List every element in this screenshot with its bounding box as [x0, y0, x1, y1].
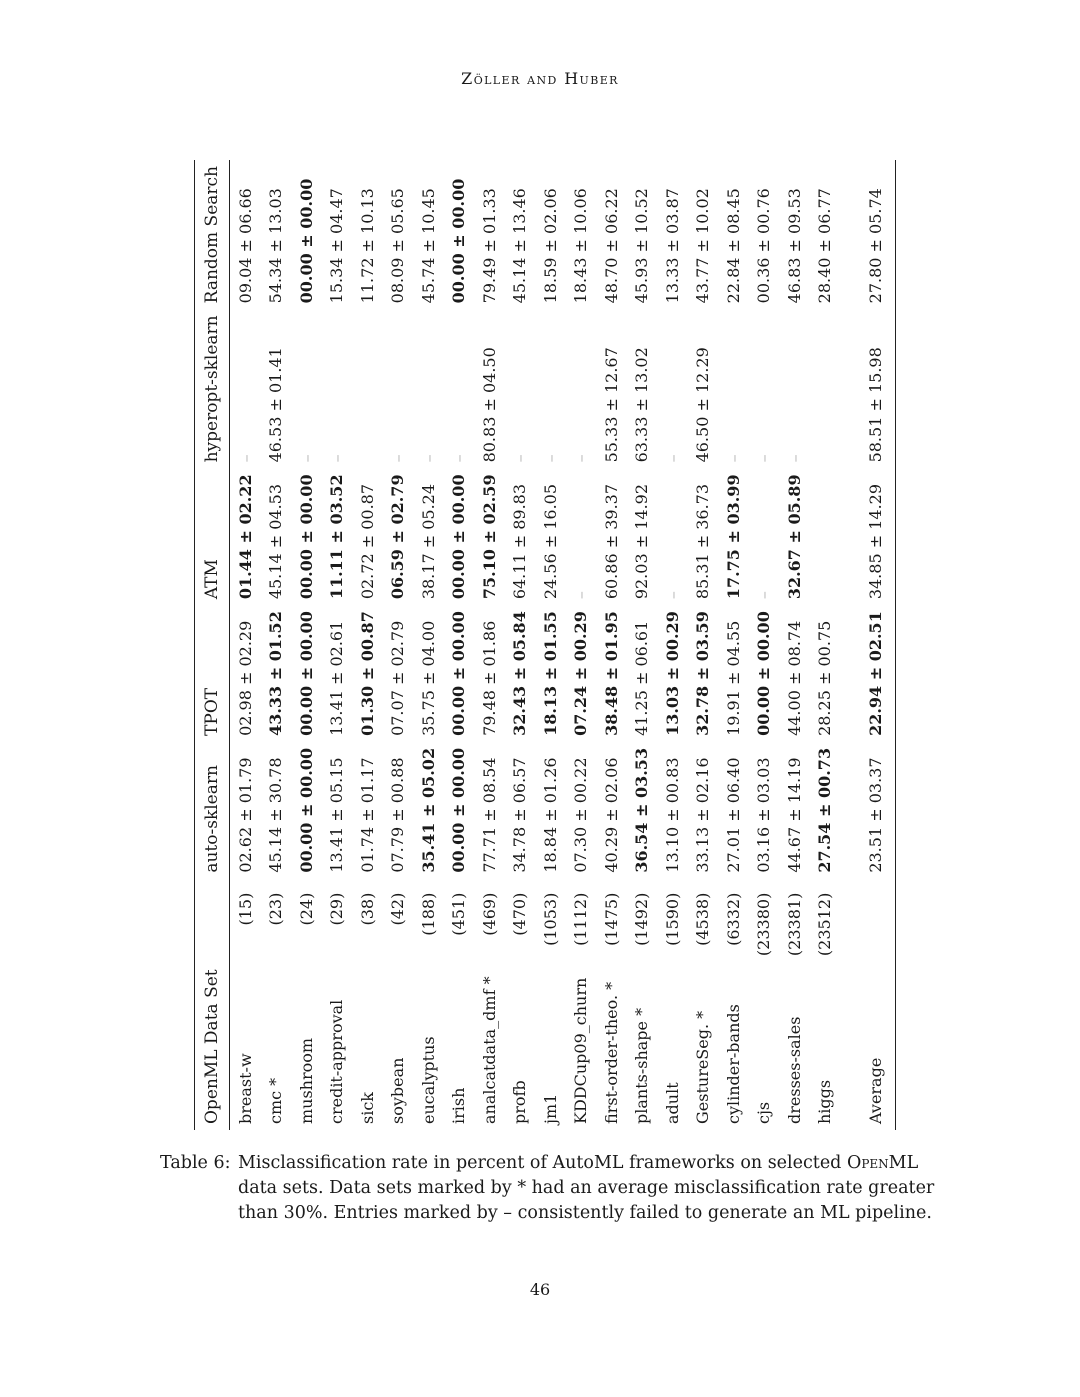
- cell-atm: 64.11 ± 89.83: [510, 483, 530, 600]
- cell-auto-sklearn: 13.41 ± 05.15: [327, 757, 347, 873]
- cell-atm: 92.03 ± 14.92: [632, 483, 652, 600]
- cell-tpot: 00.00 ± 00.00: [449, 611, 469, 736]
- dataset-id: (1053): [540, 892, 560, 946]
- cell-auto-sklearn: 13.10 ± 00.83: [662, 757, 682, 873]
- cell-tpot: 32.78 ± 03.59: [693, 611, 713, 736]
- dataset-id: (470): [510, 892, 530, 936]
- cell-atm: –: [754, 591, 774, 600]
- cell-hyperopt-sklearn: 80.83 ± 04.50: [479, 347, 499, 463]
- dataset-id: (23512): [815, 892, 835, 957]
- cell-hyperopt-sklearn: –: [235, 454, 255, 463]
- cell-atm: 60.86 ± 39.37: [601, 483, 621, 600]
- dataset-name: first-order-theo. *: [601, 981, 621, 1124]
- column-header-atm: ATM: [195, 468, 230, 605]
- cell-random-search: 15.34 ± 04.47: [327, 188, 347, 304]
- cell-random-search: 13.33 ± 03.87: [662, 188, 682, 304]
- dataset-name: breast-w: [235, 1053, 255, 1124]
- cell-atm: 00.00 ± 00.00: [296, 474, 316, 600]
- dataset-name: eucalyptus: [418, 1036, 438, 1124]
- cell-random-search: 46.83 ± 09.53: [784, 188, 804, 304]
- dataset-id: (6332): [723, 892, 743, 946]
- dataset-id: (24): [296, 892, 316, 926]
- dataset-id: (451): [449, 892, 469, 936]
- cell-random-search: 18.43 ± 10.06: [571, 188, 591, 304]
- cell-atm: 06.59 ± 02.79: [388, 474, 408, 600]
- cell-auto-sklearn: 44.67 ± 14.19: [784, 757, 804, 873]
- results-table-wrapper: [194, 160, 894, 1130]
- cell-hyperopt-sklearn: 46.53 ± 01.41: [266, 347, 286, 463]
- cell-atm: 38.17 ± 05.24: [418, 483, 438, 600]
- cell-random-search: 11.72 ± 10.13: [357, 188, 377, 304]
- cell-hyperopt-sklearn: [352, 309, 383, 468]
- cell-atm: 75.10 ± 02.59: [479, 474, 499, 600]
- dataset-id: (4538): [693, 892, 713, 946]
- caption-text-part-2: data sets. Data sets marked by * had an average misclassification rate greater than 30%. Entries marked by – consistently failed to generate an ML pipeline.: [238, 1178, 935, 1223]
- cell-auto-sklearn: 33.13 ± 02.16: [693, 757, 713, 873]
- dataset-name: jm1: [540, 1093, 560, 1124]
- cell-tpot: 00.00 ± 00.00: [754, 611, 774, 736]
- cell-tpot: 28.25 ± 00.75: [815, 620, 835, 736]
- dataset-name: KDDCup09_churn: [571, 977, 591, 1124]
- cell-random-search: 54.34 ± 13.03: [266, 188, 286, 304]
- cell-random-search: 79.49 ± 01.33: [479, 188, 499, 304]
- cell-atm: 01.44 ± 02.22: [235, 474, 255, 600]
- dataset-name: Average: [840, 962, 895, 1130]
- cell-auto-sklearn: 07.79 ± 00.88: [388, 757, 408, 873]
- dataset-id: (15): [235, 892, 255, 926]
- table-row: [291, 160, 322, 1130]
- cell-hyperopt-sklearn: –: [510, 454, 530, 463]
- cell-tpot: 43.33 ± 01.52: [266, 611, 286, 736]
- cell-random-search: 00.00 ± 00.00: [449, 178, 469, 304]
- cell-auto-sklearn: 27.54 ± 00.73: [815, 747, 835, 873]
- cell-tpot: 79.48 ± 01.86: [479, 620, 499, 736]
- cell-tpot: 07.24 ± 00.29: [571, 611, 591, 736]
- cell-hyperopt-sklearn: 55.33 ± 12.67: [601, 347, 621, 463]
- dataset-id: (1112): [571, 892, 591, 946]
- cell-tpot: 18.13 ± 01.55: [540, 611, 560, 736]
- cell-tpot: 01.30 ± 00.87: [357, 611, 377, 736]
- cell-atm: 85.31 ± 36.73: [693, 483, 713, 600]
- dataset-name: sick: [357, 1092, 377, 1124]
- cell-atm: 45.14 ± 04.53: [266, 483, 286, 600]
- cell-tpot: 32.43 ± 05.84: [510, 611, 530, 736]
- dataset-name: dresses-sales: [784, 1016, 804, 1124]
- caption-label: Table 6:: [160, 1153, 231, 1173]
- table-row: [566, 160, 597, 1130]
- cell-tpot: 13.03 ± 00.29: [662, 611, 682, 736]
- dataset-name: cylinder-bands: [723, 1004, 743, 1124]
- dataset-id: (1475): [601, 892, 621, 946]
- column-header-tpot: TPOT: [195, 605, 230, 742]
- cell-random-search: 08.09 ± 05.65: [388, 188, 408, 304]
- cell-atm: 11.11 ± 03.52: [327, 474, 347, 600]
- caption-openml: OpenML: [846, 1153, 919, 1173]
- table-row: [596, 160, 627, 1130]
- cell-atm: 17.75 ± 03.99: [723, 474, 743, 600]
- table-body: [230, 160, 896, 1130]
- cell-hyperopt-sklearn: [810, 309, 841, 468]
- page-number: 46: [529, 1280, 551, 1299]
- table-row: [749, 160, 780, 1130]
- cell-auto-sklearn: 01.74 ± 01.17: [357, 757, 377, 873]
- table-row: [535, 160, 566, 1130]
- cell-hyperopt-sklearn: –: [296, 454, 316, 463]
- dataset-id: [840, 879, 895, 962]
- dataset-id: (23): [266, 892, 286, 926]
- caption-text-part-1: Misclassification rate in percent of AutoML frameworks on selected: [238, 1153, 842, 1173]
- cell-auto-sklearn: 35.41 ± 05.02: [418, 747, 438, 873]
- cell-random-search: 22.84 ± 08.45: [723, 188, 743, 304]
- cell-atm: –: [571, 591, 591, 600]
- dataset-name: cmc *: [266, 1077, 286, 1124]
- results-table: [194, 160, 896, 1130]
- cell-random-search: 18.59 ± 02.06: [540, 188, 560, 304]
- table-row: [474, 160, 505, 1130]
- cell-auto-sklearn: 34.78 ± 06.57: [510, 757, 530, 873]
- dataset-id: (23380): [754, 892, 774, 957]
- cell-random-search: 45.14 ± 13.46: [510, 188, 530, 304]
- cell-tpot: 44.00 ± 08.74: [784, 620, 804, 736]
- column-header-dataset: OpenML Data Set: [195, 879, 230, 1130]
- cell-auto-sklearn: 40.29 ± 02.06: [601, 757, 621, 873]
- column-header-hyperopt-sklearn: hyperopt-sklearn: [195, 309, 230, 468]
- cell-auto-sklearn: 36.54 ± 03.53: [632, 747, 652, 873]
- cell-auto-sklearn: 45.14 ± 30.78: [266, 757, 286, 873]
- dataset-name: cjs: [754, 1101, 774, 1124]
- table-row: [657, 160, 688, 1130]
- cell-auto-sklearn: 27.01 ± 06.40: [723, 757, 743, 873]
- cell-hyperopt-sklearn: 58.51 ± 15.98: [840, 309, 895, 468]
- cell-random-search: 09.04 ± 06.66: [235, 188, 255, 304]
- running-head: Zöller and Huber: [461, 69, 619, 88]
- dataset-id: (29): [327, 892, 347, 926]
- table-row: [261, 160, 292, 1130]
- dataset-id: (42): [388, 892, 408, 926]
- cell-tpot: 02.98 ± 02.29: [235, 620, 255, 736]
- cell-random-search: 45.74 ± 10.45: [418, 188, 438, 304]
- dataset-id: (23381): [784, 892, 804, 957]
- dataset-name: soybean: [388, 1057, 408, 1124]
- cell-tpot: 13.41 ± 02.61: [327, 620, 347, 736]
- cell-hyperopt-sklearn: 46.50 ± 12.29: [693, 347, 713, 463]
- cell-atm: –: [662, 591, 682, 600]
- cell-auto-sklearn: 00.00 ± 00.00: [296, 747, 316, 873]
- cell-hyperopt-sklearn: –: [327, 454, 347, 463]
- table-row: [779, 160, 810, 1130]
- table-header-row: [195, 160, 230, 1130]
- table-caption: [160, 1151, 940, 1226]
- cell-random-search: 43.77 ± 10.02: [693, 188, 713, 304]
- cell-auto-sklearn: 00.00 ± 00.00: [449, 747, 469, 873]
- average-row: [840, 160, 895, 1130]
- table-row: [413, 160, 444, 1130]
- cell-hyperopt-sklearn: –: [449, 454, 469, 463]
- cell-atm: [810, 468, 841, 605]
- cell-hyperopt-sklearn: –: [662, 454, 682, 463]
- dataset-id: (1492): [632, 892, 652, 946]
- cell-auto-sklearn: 23.51 ± 03.37: [840, 742, 895, 879]
- cell-atm: 02.72 ± 00.87: [357, 483, 377, 600]
- cell-tpot: 19.91 ± 04.55: [723, 620, 743, 736]
- table-row: [352, 160, 383, 1130]
- cell-hyperopt-sklearn: –: [388, 454, 408, 463]
- cell-random-search: 27.80 ± 05.74: [840, 160, 895, 309]
- dataset-name: analcatdata_dmf *: [479, 976, 499, 1124]
- caption-text: [238, 1151, 940, 1226]
- column-header-auto-sklearn: auto-sklearn: [195, 742, 230, 879]
- cell-hyperopt-sklearn: –: [418, 454, 438, 463]
- cell-auto-sklearn: 07.30 ± 00.22: [571, 757, 591, 873]
- table-row: [718, 160, 749, 1130]
- table-row: [627, 160, 658, 1130]
- table-row: [230, 160, 261, 1130]
- cell-random-search: 00.36 ± 00.76: [754, 188, 774, 304]
- cell-atm: 24.56 ± 16.05: [540, 483, 560, 600]
- table-row: [444, 160, 475, 1130]
- table-row: [688, 160, 719, 1130]
- dataset-id: (1590): [662, 892, 682, 946]
- cell-atm: 32.67 ± 05.89: [784, 474, 804, 600]
- cell-tpot: 41.25 ± 06.61: [632, 620, 652, 736]
- dataset-name: plants-shape *: [632, 1007, 652, 1124]
- cell-atm: 34.85 ± 14.29: [840, 468, 895, 605]
- dataset-name: irish: [449, 1087, 469, 1124]
- cell-auto-sklearn: 02.62 ± 01.79: [235, 757, 255, 873]
- cell-random-search: 00.00 ± 00.00: [296, 178, 316, 304]
- cell-auto-sklearn: 18.84 ± 01.26: [540, 757, 560, 873]
- cell-random-search: 45.93 ± 10.52: [632, 188, 652, 304]
- cell-hyperopt-sklearn: –: [540, 454, 560, 463]
- dataset-id: (38): [357, 892, 377, 926]
- dataset-name: GestureSeg. *: [693, 1010, 713, 1124]
- cell-tpot: 22.94 ± 02.51: [840, 605, 895, 742]
- cell-tpot: 00.00 ± 00.00: [296, 611, 316, 736]
- table-row: [810, 160, 841, 1130]
- cell-random-search: 48.70 ± 06.22: [601, 188, 621, 304]
- dataset-name: mushroom: [296, 1037, 316, 1124]
- cell-auto-sklearn: 03.16 ± 03.03: [754, 757, 774, 873]
- dataset-id: (469): [479, 892, 499, 936]
- dataset-id: (188): [418, 892, 438, 936]
- cell-tpot: 38.48 ± 01.95: [601, 611, 621, 736]
- table-row: [383, 160, 414, 1130]
- table-row: [505, 160, 536, 1130]
- dataset-name: adult: [662, 1082, 682, 1124]
- cell-hyperopt-sklearn: –: [784, 454, 804, 463]
- cell-hyperopt-sklearn: –: [571, 454, 591, 463]
- dataset-name: credit-approval: [327, 999, 347, 1124]
- dataset-name: higgs: [815, 1079, 835, 1124]
- cell-random-search: 28.40 ± 06.77: [815, 188, 835, 304]
- cell-hyperopt-sklearn: 63.33 ± 13.02: [632, 347, 652, 463]
- cell-hyperopt-sklearn: –: [754, 454, 774, 463]
- cell-tpot: 07.07 ± 02.79: [388, 620, 408, 736]
- dataset-name: profb: [510, 1080, 530, 1124]
- cell-hyperopt-sklearn: –: [723, 454, 743, 463]
- cell-auto-sklearn: 77.71 ± 08.54: [479, 757, 499, 873]
- cell-atm: 00.00 ± 00.00: [449, 474, 469, 600]
- column-header-random-search: Random Search: [195, 160, 230, 309]
- table-row: [322, 160, 353, 1130]
- cell-tpot: 35.75 ± 04.00: [418, 620, 438, 736]
